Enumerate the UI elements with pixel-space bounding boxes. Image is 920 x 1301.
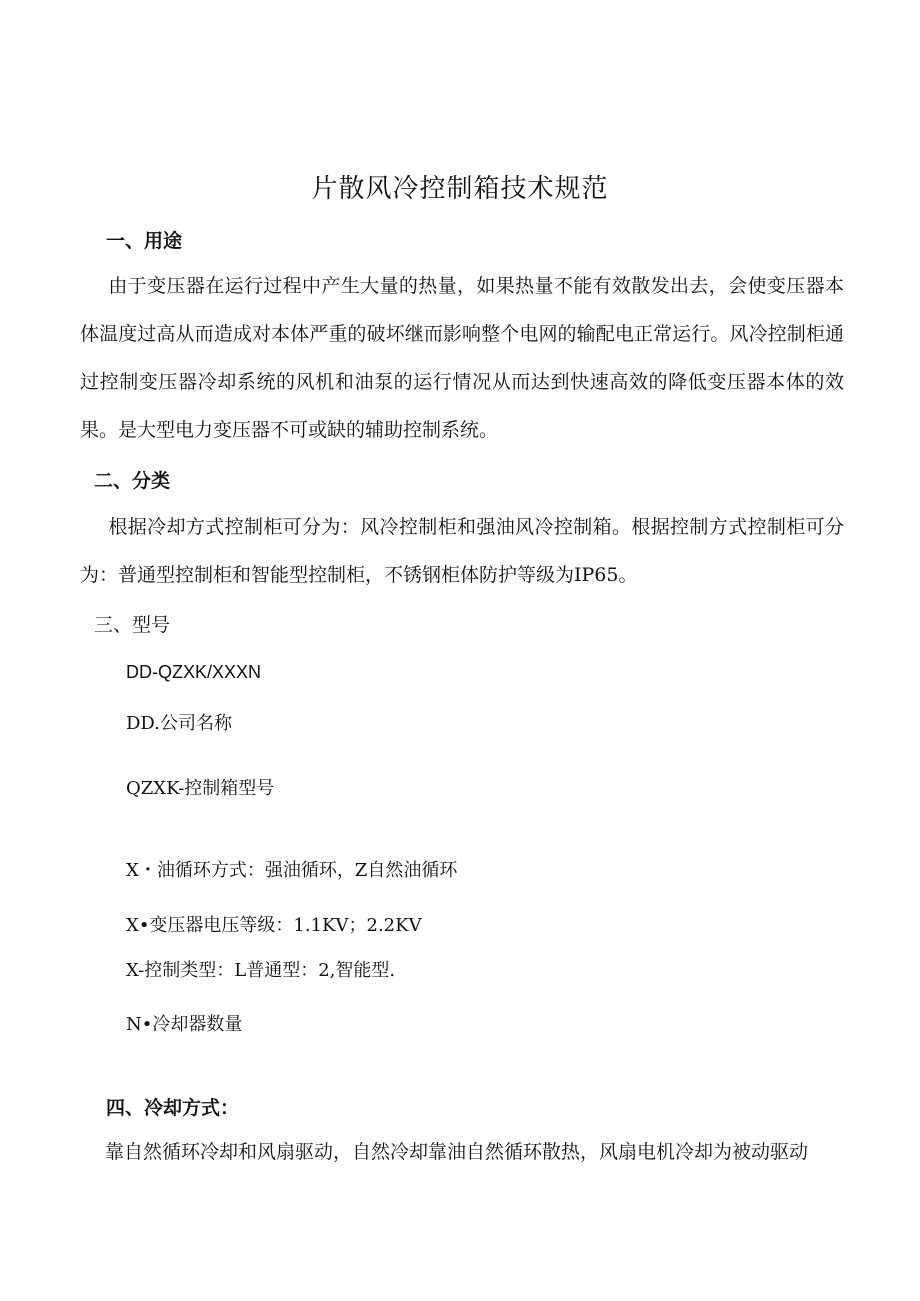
paragraph-text: 靠自然循环冷却和风扇驱动，自然冷却靠油自然循环散热，风扇电机冷却为被动驱动 — [105, 1141, 809, 1163]
model-line-control-type: X-控制类型：L普通型：2,智能型. — [126, 960, 396, 981]
section-paragraph-usage — [80, 262, 844, 454]
paragraph-text: 根据冷却方式控制柜可分为：风冷控制柜和强油风冷控制箱。根据控制方式控制柜可分为：普通型控制柜和智能型控制柜，不锈钢柜体防护等级为IP65。 — [80, 516, 844, 586]
paragraph-text: 由于变压器在运行过程中产生大量的热量，如果热量不能有效散发出去，会使变压器本体温度过高从而造成对本体严重的破坏继而影响整个电网的输配电正常运行。风冷控制柜通过控制变压器冷却系统的风机和油泵的运行情况从而达到快速高效的降低变压器本体的效果。是大型电力变压器不可或缺的辅助控制系统。 — [80, 275, 844, 441]
model-line-oil-circulation: X・油循环方式：强油循环，Z自然油循环 — [126, 860, 458, 881]
document-title: 片散风冷控制箱技术规范 — [311, 174, 609, 204]
section-paragraph-cooling-method — [105, 1128, 845, 1176]
model-line-box-type: QZXK-控制箱型号 — [126, 778, 275, 799]
model-line-cooler-count: N•冷却器数量 — [126, 1014, 243, 1035]
model-line-code: DD-QZXK/XXXN — [126, 662, 262, 682]
section-heading-cooling-method: 四、冷却方式： — [106, 1097, 240, 1119]
section-heading-classification: 二、分类 — [94, 470, 171, 492]
section-heading-model: 三、型号 — [94, 614, 171, 636]
section-paragraph-classification — [80, 503, 844, 599]
model-line-company: DD.公司名称 — [126, 713, 232, 734]
model-line-voltage-level: X•变压器电压等级：1.1KV；2.2KV — [126, 915, 422, 936]
section-heading-usage: 一、用途 — [106, 230, 183, 252]
